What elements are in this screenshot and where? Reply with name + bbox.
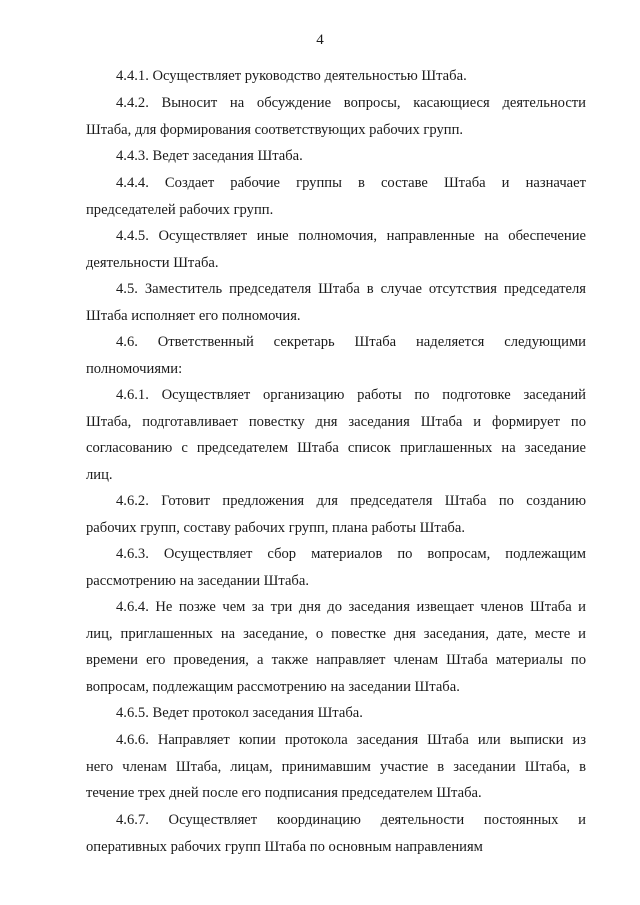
paragraph-line: 4.6.7. Осуществляет координацию деятельности постоянных и bbox=[116, 812, 586, 828]
paragraph-line: течение трех дней после его подписания председателем Штаба. bbox=[86, 785, 482, 802]
paragraph-line: него членам Штаба, лицам, принимавшим участие в заседании Штаба, в bbox=[86, 758, 586, 775]
paragraph-line: 4.4.5. Осуществляет иные полномочия, направленные на обеспечение bbox=[116, 228, 586, 244]
paragraph-line: времени его проведения, а также направляет членам Штаба материалы по bbox=[86, 652, 586, 669]
paragraph-line: 4.4.3. Ведет заседания Штаба. bbox=[116, 148, 303, 164]
paragraph-line: 4.4.1. Осуществляет руководство деятельностью Штаба. bbox=[116, 68, 467, 84]
paragraph-line: Штаба, для формирования соответствующих рабочих групп. bbox=[86, 121, 464, 138]
paragraph-line: Штаба исполняет его полномочия. bbox=[86, 307, 301, 324]
paragraph-line: 4.6.4. Не позже чем за три дня до заседания извещает членов Штаба и bbox=[116, 599, 586, 615]
paragraph-line: 4.6.1. Осуществляет организацию работы по подготовке заседаний bbox=[116, 387, 586, 403]
paragraph-line: 4.6. Ответственный секретарь Штаба наделяется следующими bbox=[116, 334, 586, 350]
paragraph-line: оперативных рабочих групп Штаба по основным направлениям bbox=[86, 838, 483, 855]
paragraph-line: лиц. bbox=[86, 466, 113, 483]
paragraph-line: рабочих групп, составу рабочих групп, плана работы Штаба. bbox=[86, 519, 465, 536]
paragraph-line: вопросам, подлежащим рассмотрению на заседании Штаба. bbox=[86, 678, 460, 695]
paragraph-line: 4.4.4. Создает рабочие группы в составе Штаба и назначает bbox=[116, 175, 586, 191]
paragraph-line: полномочиями: bbox=[86, 360, 183, 377]
paragraph-line: 4.6.5. Ведет протокол заседания Штаба. bbox=[116, 705, 363, 721]
paragraph-line: председателей рабочих групп. bbox=[86, 201, 274, 218]
paragraph-line: 4.4.2. Выносит на обсуждение вопросы, касающиеся деятельности bbox=[116, 95, 586, 111]
paragraph-line: рассмотрению на заседании Штаба. bbox=[86, 572, 309, 589]
paragraph-line: лиц, приглашенных на заседание, о повестке дня заседания, дате, месте и bbox=[86, 625, 586, 642]
page-number: 4 bbox=[316, 32, 324, 48]
paragraph-line: согласованию с председателем Штаба список приглашенных на заседание bbox=[86, 440, 586, 457]
paragraph-line: деятельности Штаба. bbox=[86, 254, 219, 271]
paragraph-line: 4.6.6. Направляет копии протокола заседания Штаба или выписки из bbox=[116, 732, 586, 748]
paragraph-line: Штаба, подготавливает повестку дня заседания Штаба и формирует по bbox=[86, 413, 586, 430]
paragraph-line: 4.6.2. Готовит предложения для председателя Штаба по созданию bbox=[116, 493, 586, 509]
paragraph-line: 4.6.3. Осуществляет сбор материалов по вопросам, подлежащим bbox=[116, 546, 586, 562]
paragraph-line: 4.5. Заместитель председателя Штаба в случае отсутствия председателя bbox=[116, 281, 586, 297]
